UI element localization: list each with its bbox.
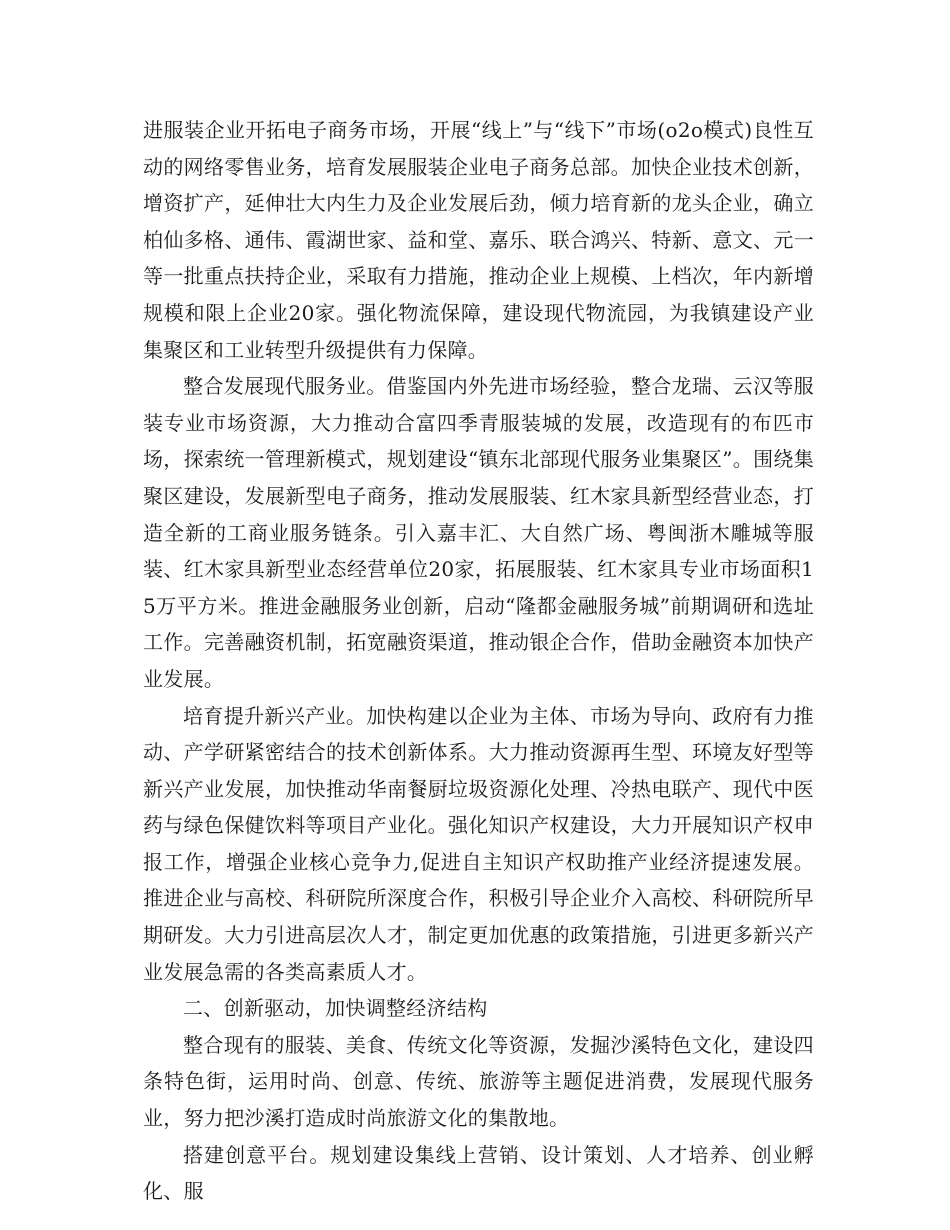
- section-heading-innovation: 二、创新驱动，加快调整经济结构: [183, 996, 488, 1021]
- paragraph-resource-integration: 整合现有的服装、美食、传统文化等资源，发掘沙溪特色文化，建设四条特色街，运用时尚、创意、传统、旅游等主题促进消费，发展现代服务业，努力把沙溪打造成时尚旅游文化的集散地。: [143, 1032, 814, 1131]
- paragraph-ecommerce-continuation: 进服装企业开拓电子商务市场，开展“线上”与“线下”市场(o2o模式)良性互动的网络零售业务，培育发展服装企业电子商务总部。加快企业技术创新，增资扩产，延伸壮大内生力及企业发展后劲，倾力培育新的龙头企业，确立柏仙多格、通伟、霞湖世家、益和堂、嘉乐、联合鸿兴、特新、意文、元一等一批重点扶持企业，采取有力措施，推动企业上规模、上档次，年内新增规模和限上企业20家。强化物流保障，建设现代物流园，为我镇建设产业集聚区和工业转型升级提供有力保障。: [143, 118, 814, 362]
- paragraph-creative-platform: 搭建创意平台。规划建设集线上营销、设计策划、人才培养、创业孵化、服: [143, 1142, 814, 1204]
- paragraph-modern-services: 整合发展现代服务业。借鉴国内外先进市场经验，整合龙瑞、云汉等服装专业市场资源，大力推动合富四季青服装城的发展，改造现有的布匹市场，探索统一管理新模式，规划建设“镇东北部现代服务业集聚区”。围绕集聚区建设，发展新型电子商务，推动发展服装、红木家具新型经营业态，打造全新的工商业服务链条。引入嘉丰汇、大自然广场、粤闽浙木雕城等服装、红木家具新型业态经营单位20家，拓展服装、红木家具专业市场面积15万平方米。推进金融服务业创新，启动“隆都金融服务城”前期调研和选址工作。完善融资机制，拓宽融资渠道，推动银企合作，借助金融资本加快产业发展。: [143, 374, 814, 691]
- paragraph-emerging-industries: 培育提升新兴产业。加快构建以企业为主体、市场为导向、政府有力推动、产学研紧密结合的技术创新体系。大力推动资源再生型、环境友好型等新兴产业发展，加快推动华南餐厨垃圾资源化处理、冷热电联产、现代中医药与绿色保健饮料等项目产业化。强化知识产权建设，大力开展知识产权申报工作，增强企业核心竞争力,促进自主知识产权助推产业经济提速发展。推进企业与高校、科研院所深度合作，积极引导企业介入高校、科研院所早期研发。大力引进高层次人才，制定更加优惠的政策措施，引进更多新兴产业发展急需的各类高素质人才。: [143, 703, 814, 984]
